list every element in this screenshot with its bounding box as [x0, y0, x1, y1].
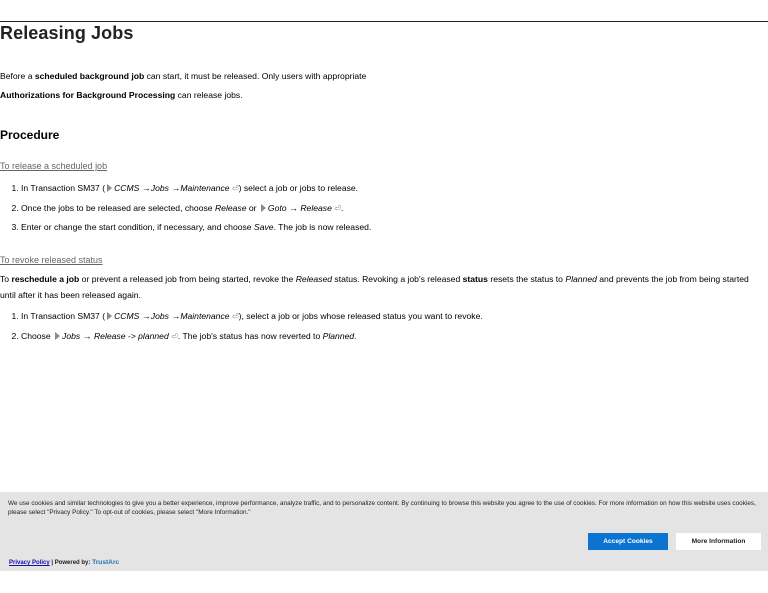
release-term: Release: [214, 202, 247, 213]
desc-text: resets the status to: [487, 274, 566, 284]
step-text: Choose: [21, 330, 54, 341]
step-text: ) select a job or jobs to release.: [238, 183, 359, 193]
reschedule-term: reschedule a job: [11, 274, 80, 284]
menu-maintenance: Maintenance: [180, 311, 230, 321]
intro-line-2: [0, 86, 243, 105]
release-scheduled-job-link[interactable]: To release a scheduled job: [0, 161, 108, 171]
menu-jobs: Jobs: [150, 311, 169, 321]
menu-goto: Goto: [267, 202, 287, 213]
step-text: .: [354, 330, 357, 341]
step-text: . The job's status has now reverted to: [177, 330, 323, 341]
menu-jobs: Jobs: [150, 183, 169, 193]
status-term: status: [462, 274, 488, 284]
enter-icon: ⏎: [231, 184, 239, 193]
intro-text: can start, it must be released. Only users with appropriate: [144, 71, 367, 81]
menu-path-icon: [107, 184, 112, 192]
menu-ccms: CCMS: [114, 311, 140, 321]
trustarc-logo[interactable]: TrustArc: [92, 559, 120, 566]
menu-release: Release: [300, 202, 332, 213]
step-text: . The job is now released.: [273, 222, 372, 232]
intro-line-1: [0, 67, 366, 86]
planned-term: Planned: [322, 330, 355, 341]
privacy-policy-link[interactable]: Privacy Policy: [9, 560, 50, 566]
menu-maintenance: Maintenance: [180, 183, 230, 193]
desc-text: To: [0, 274, 12, 284]
revoke-released-status-link[interactable]: To revoke released status: [0, 255, 103, 265]
menu-path-icon: [261, 204, 266, 212]
cookie-footer: [9, 559, 119, 566]
step-text: ), select a job or jobs whose released status you want to revoke.: [238, 311, 483, 321]
list-item: [21, 199, 371, 219]
powered-by-label: | Powered by:: [49, 560, 93, 566]
menu-path-icon: [55, 332, 60, 340]
menu-ccms: CCMS: [114, 183, 140, 193]
arrow-icon: →: [288, 202, 298, 213]
step-text: Enter or change the start condition, if necessary, and choose: [21, 222, 254, 232]
step-text: In Transaction SM37 (: [21, 183, 106, 193]
intro-text: can release jobs.: [175, 90, 243, 100]
save-term: Save: [253, 222, 274, 232]
desc-text: or prevent a released job from being started, revoke the: [79, 274, 296, 284]
arrow-icon: →: [141, 183, 151, 193]
header-divider: [0, 21, 768, 22]
list-item: [21, 327, 483, 347]
arrow-icon: →: [171, 183, 181, 193]
enter-icon: ⏎: [334, 203, 341, 213]
cookie-notice-text: We use cookies and similar technologies to give you a better experience, improve performance, analyze traffic, and to personalize content. By continuing to browse this website you agree to the use of cookies. For more information on how this website uses cookies, please select "Privacy Policy." To opt-out of cookies, please select "More Information.": [8, 500, 756, 516]
released-term: Released: [295, 274, 333, 284]
arrow-icon: →: [82, 330, 92, 341]
procedure-heading: Procedure: [0, 128, 60, 142]
accept-cookies-button[interactable]: Accept Cookies: [588, 533, 668, 550]
revoke-description: [0, 272, 766, 303]
scheduled-job-term: scheduled background job: [34, 71, 145, 81]
authorizations-term: Authorizations for Background Processing: [0, 90, 176, 100]
enter-icon: ⏎: [171, 331, 178, 341]
arrow-icon: →: [171, 311, 181, 321]
list-item: [21, 218, 371, 238]
step-text: .: [340, 202, 344, 213]
step-text: In Transaction SM37 (: [21, 311, 106, 321]
enter-icon: ⏎: [231, 312, 239, 321]
release-steps-list: [0, 179, 371, 238]
revoke-steps-list: [0, 307, 483, 346]
step-text: or: [246, 202, 259, 213]
menu-release-planned: Release -> planned: [93, 330, 169, 341]
list-item: [21, 307, 483, 327]
menu-jobs: Jobs: [62, 330, 81, 341]
list-item: [21, 179, 371, 199]
intro-text: Before a: [0, 71, 35, 81]
desc-text: status. Revoking a job's released: [332, 274, 463, 284]
desc-text: and prevents the job from being started until after it has been released again.: [0, 274, 749, 300]
arrow-icon: →: [141, 311, 151, 321]
more-information-button[interactable]: More Information: [676, 533, 761, 550]
planned-term: Planned: [565, 274, 597, 284]
step-text: Once the jobs to be released are selected, choose: [21, 202, 215, 213]
page-title: Releasing Jobs: [0, 23, 134, 43]
cookie-banner: [0, 492, 768, 571]
menu-path-icon: [107, 312, 112, 320]
